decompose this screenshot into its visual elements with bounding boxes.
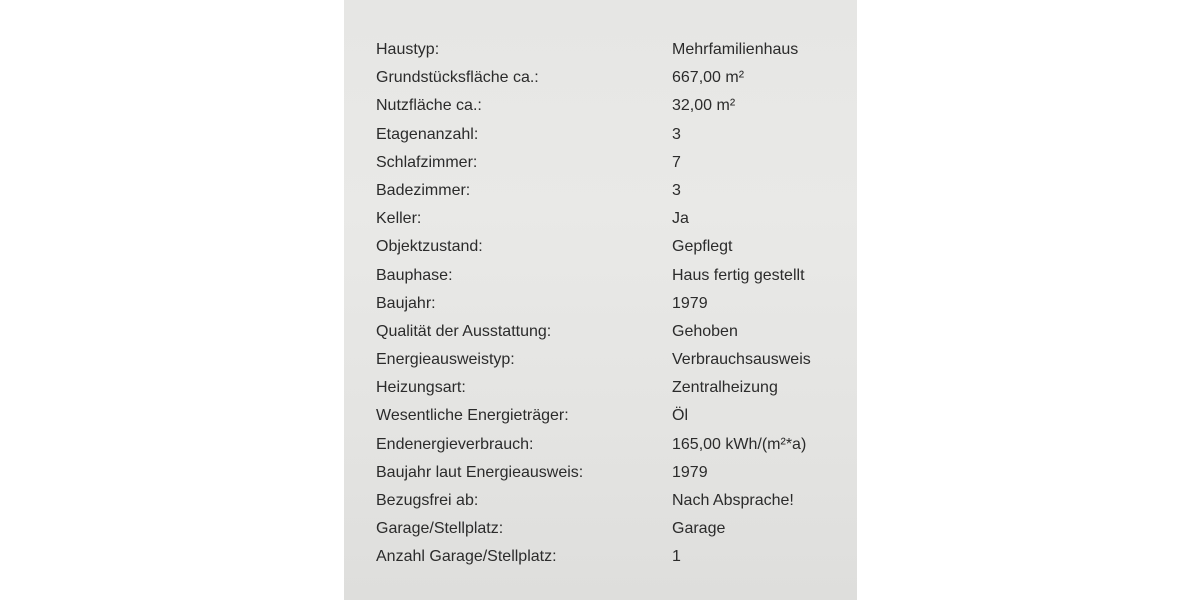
detail-row-endenergieverbrauch	[376, 431, 846, 459]
detail-row-anzahl-garage	[376, 543, 846, 571]
detail-row-schlafzimmer	[376, 149, 846, 177]
detail-label: Qualität der Ausstattung:	[376, 322, 552, 340]
detail-label: Endenergieverbrauch:	[376, 435, 534, 453]
detail-label: Heizungsart:	[376, 379, 466, 397]
detail-row-baujahr-energieausweis	[376, 459, 846, 487]
detail-value: 1979	[672, 463, 708, 481]
detail-label: Wesentliche Energieträger:	[376, 407, 569, 425]
detail-value: Zentralheizung	[672, 379, 778, 397]
detail-value: Garage	[672, 520, 726, 538]
detail-row-garage-stellplatz	[376, 515, 846, 543]
detail-row-haustyp	[376, 36, 846, 64]
detail-label: Keller:	[376, 210, 422, 228]
detail-value: Öl	[672, 407, 688, 425]
detail-value: 3	[672, 181, 681, 199]
property-details-list	[376, 36, 846, 572]
detail-value: Nach Absprache!	[672, 492, 794, 509]
detail-row-nutzflaeche	[376, 92, 846, 120]
detail-row-objektzustand	[376, 233, 846, 261]
detail-label: Objektzustand:	[376, 238, 483, 256]
detail-value: 165,00 kWh/(m²*a)	[672, 435, 807, 453]
detail-value: Mehrfamilienhaus	[672, 41, 799, 58]
detail-row-bauphase	[376, 262, 846, 290]
detail-row-keller	[376, 205, 846, 233]
detail-row-energietraeger	[376, 402, 846, 430]
detail-label: Anzahl Garage/Stellplatz:	[376, 548, 557, 566]
detail-row-etagenanzahl	[376, 121, 846, 149]
detail-value: 32,00 m²	[672, 97, 736, 115]
detail-row-ausstattung	[376, 318, 846, 346]
detail-row-baujahr	[376, 290, 846, 318]
detail-label: Grundstücksfläche ca.:	[376, 69, 539, 87]
detail-row-bezugsfrei	[376, 487, 846, 515]
detail-value: 1	[672, 548, 681, 566]
detail-label: Baujahr laut Energieausweis:	[376, 463, 584, 481]
detail-value: 1979	[672, 294, 708, 312]
detail-label: Baujahr:	[376, 294, 436, 312]
detail-row-energieausweistyp	[376, 346, 846, 374]
detail-value: 3	[672, 125, 681, 143]
detail-value: Gepflegt	[672, 238, 733, 256]
detail-value: Verbrauchsausweis	[672, 351, 811, 369]
detail-label: Garage/Stellplatz:	[376, 520, 504, 538]
detail-label: Badezimmer:	[376, 181, 471, 199]
detail-label: Bezugsfrei ab:	[376, 492, 479, 509]
detail-value: Gehoben	[672, 322, 738, 340]
detail-label: Nutzfläche ca.:	[376, 97, 482, 115]
detail-label: Etagenanzahl:	[376, 125, 479, 143]
detail-row-grundstuecksflaeche	[376, 64, 846, 92]
detail-value: 667,00 m²	[672, 69, 745, 87]
detail-label: Bauphase:	[376, 266, 453, 284]
detail-label: Energieausweistyp:	[376, 351, 515, 369]
detail-value: 7	[672, 153, 681, 171]
detail-label: Haustyp:	[376, 41, 440, 58]
detail-row-badezimmer	[376, 177, 846, 205]
document-page	[344, 0, 857, 600]
detail-value: Haus fertig gestellt	[672, 266, 805, 284]
detail-value: Ja	[672, 210, 689, 228]
detail-row-heizungsart	[376, 374, 846, 402]
detail-label: Schlafzimmer:	[376, 153, 478, 171]
